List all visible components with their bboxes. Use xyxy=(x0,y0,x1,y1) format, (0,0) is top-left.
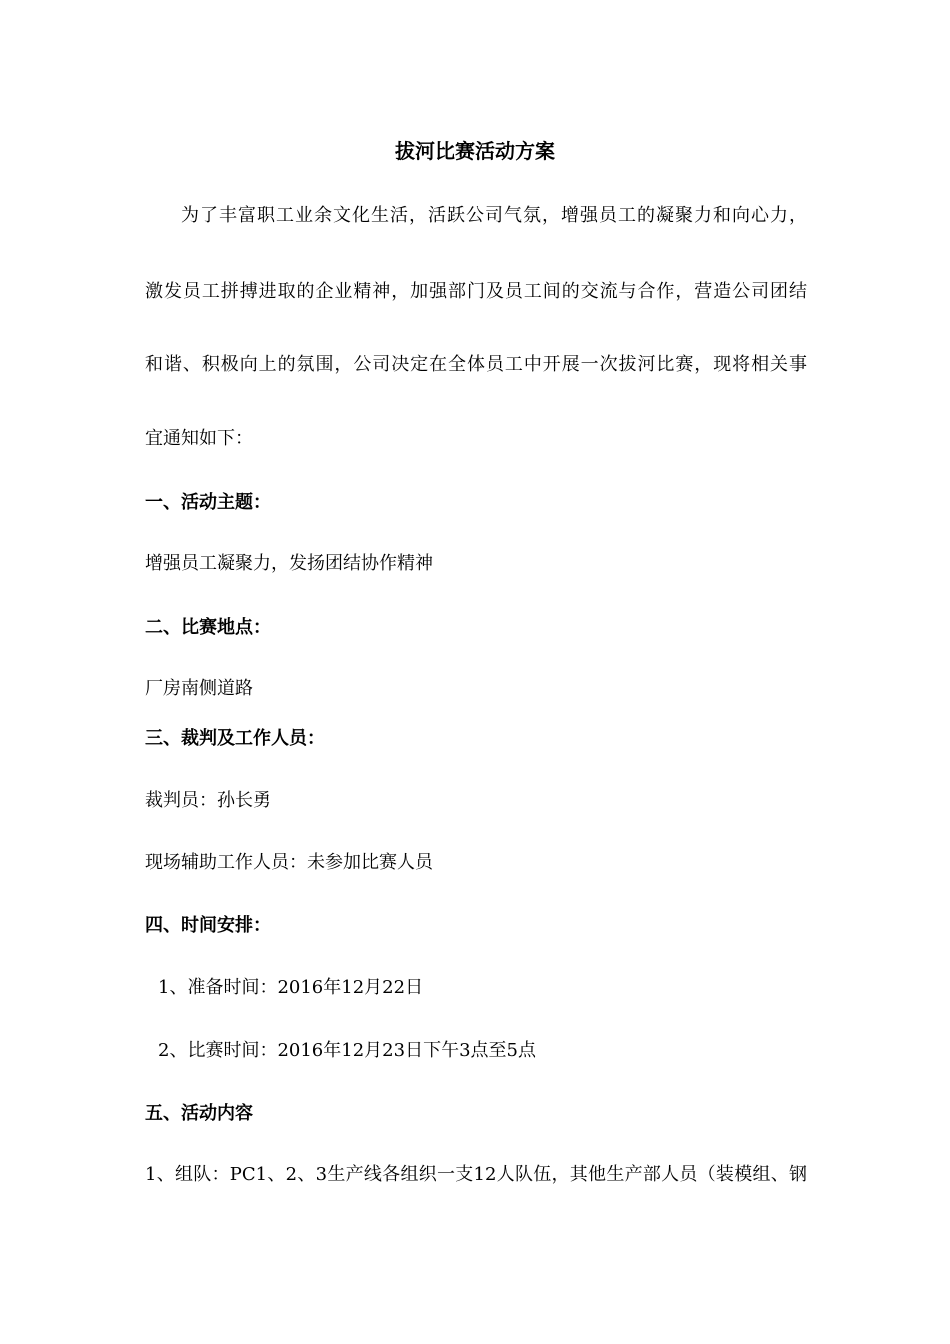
section-text-theme: 增强员工凝聚力，发扬团结协作精神 xyxy=(145,553,433,574)
intro-line-3: 和谐、积极向上的氛围，公司决定在全体员工中开展一次拔河比赛，现将相关事 xyxy=(145,354,807,375)
section-text-location: 厂房南侧道路 xyxy=(145,678,253,699)
section-heading-content: 五、活动内容 xyxy=(145,1103,253,1124)
intro-line-1: 为了丰富职工业余文化生活，活跃公司气氛，增强员工的凝聚力和向心力， xyxy=(181,205,807,226)
schedule-item-prep: 1、准备时间：2016年12月22日 xyxy=(158,977,424,998)
section-text-referee: 裁判员：孙长勇 xyxy=(145,790,271,811)
section-heading-schedule: 四、时间安排： xyxy=(145,915,271,936)
schedule-item-match: 2、比赛时间：2016年12月23日下午3点至5点 xyxy=(158,1040,536,1061)
intro-line-2: 激发员工拼搏进取的企业精神，加强部门及员工间的交流与合作，营造公司团结 xyxy=(145,281,807,302)
section-heading-location: 二、比赛地点： xyxy=(145,617,271,638)
section-heading-theme: 一、活动主题： xyxy=(145,492,271,513)
section-heading-staff: 三、裁判及工作人员： xyxy=(145,728,325,749)
section-text-assistants: 现场辅助工作人员：未参加比赛人员 xyxy=(145,852,433,873)
document-title: 拔河比赛活动方案 xyxy=(395,139,555,163)
content-item-teams: 1、组队：PC1、2、3生产线各组织一支12人队伍，其他生产部人员（装模组、钢 xyxy=(145,1164,807,1185)
intro-line-4: 宜通知如下： xyxy=(145,428,253,449)
